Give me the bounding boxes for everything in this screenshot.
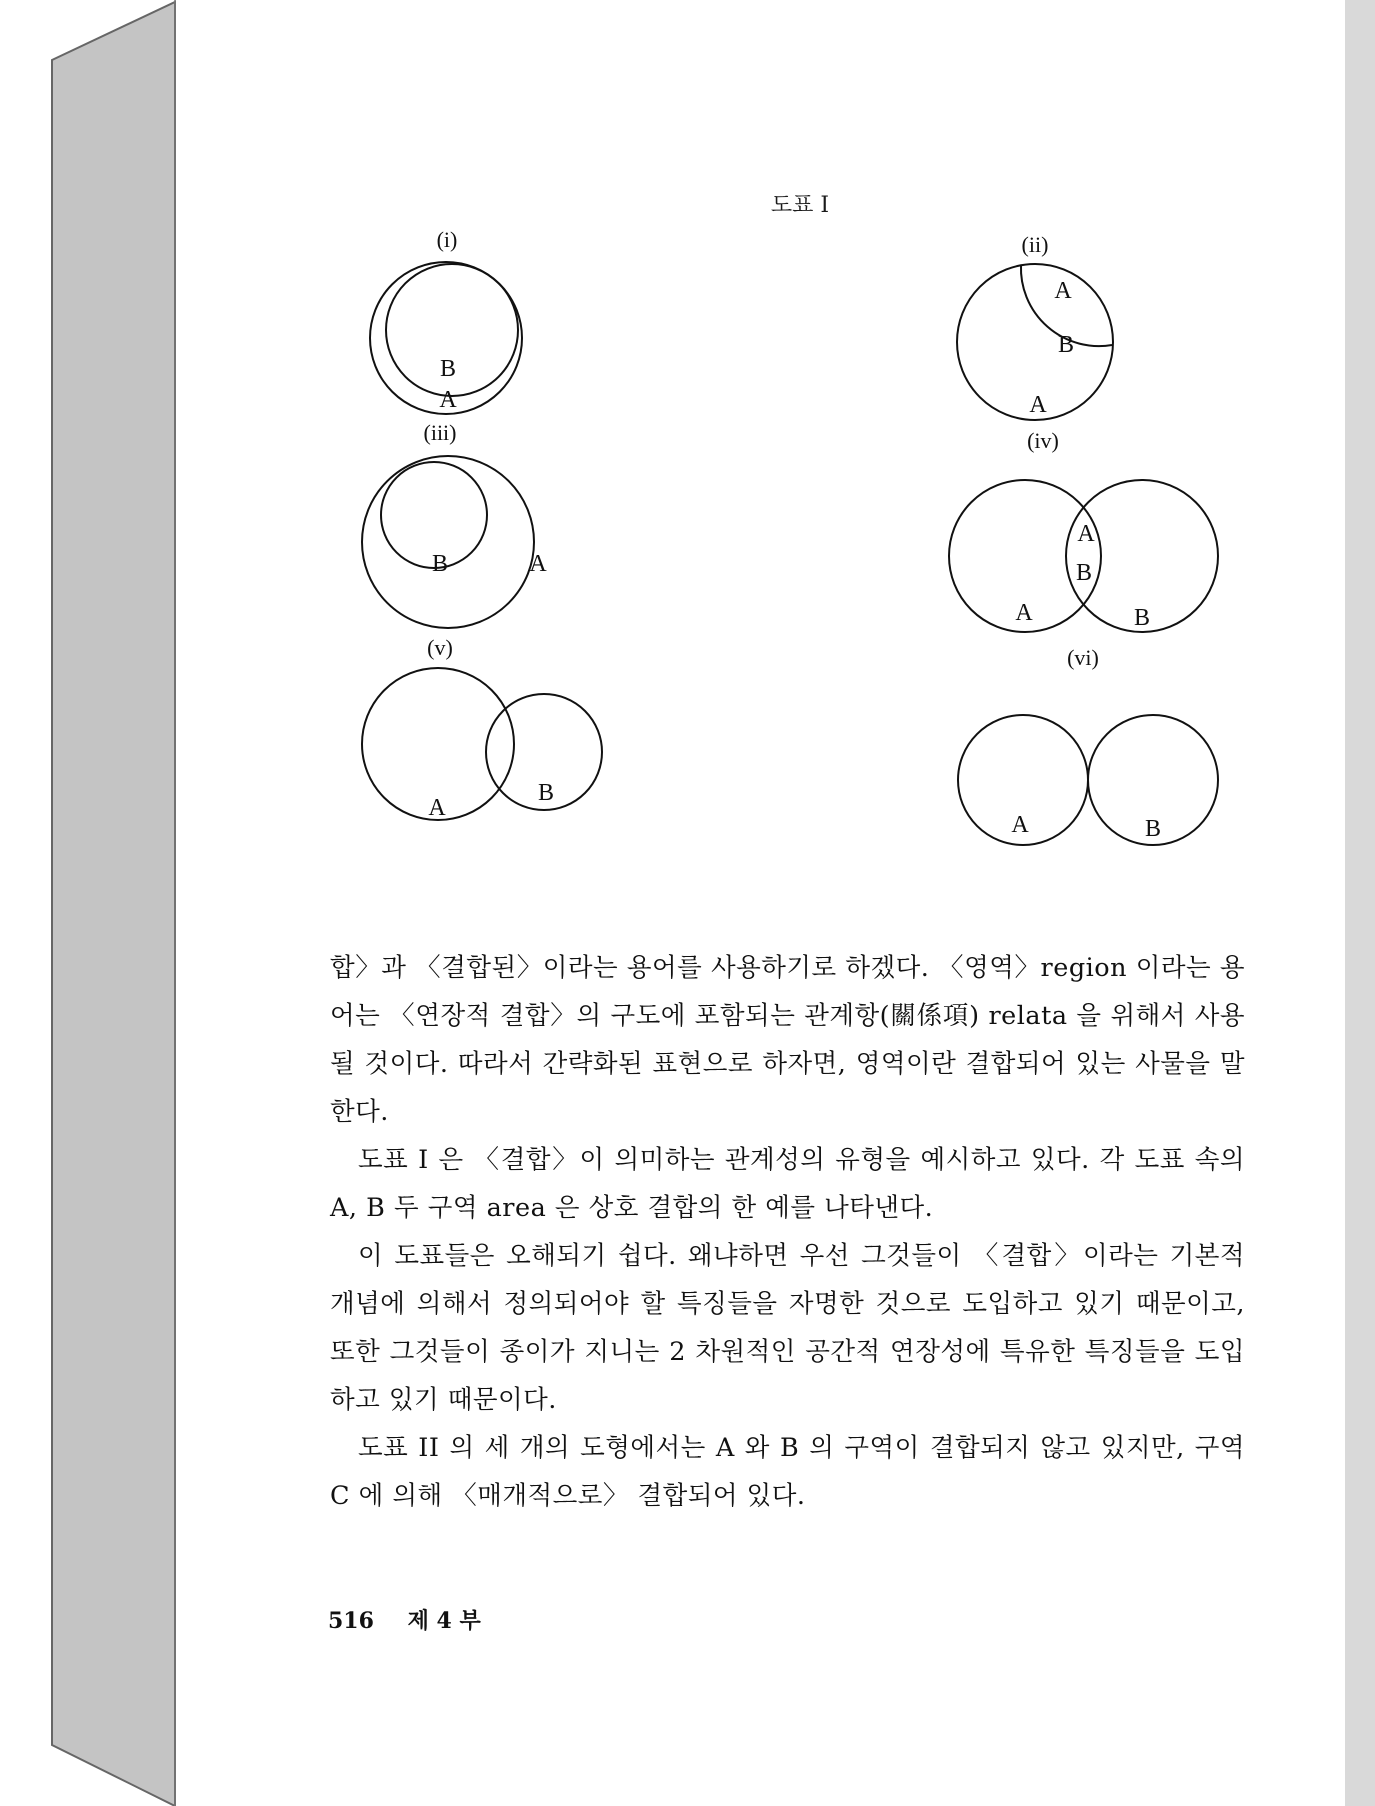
- panel-caption: (i): [436, 227, 458, 252]
- part-label: 제 4 부: [407, 1608, 481, 1634]
- diagram-panel-i: [370, 227, 522, 414]
- panel-caption: (iv): [1027, 428, 1059, 453]
- body-paragraph: 이 도표들은 오해되기 쉽다. 왜냐하면 우선 그것들이 〈결합〉이라는 기본적 개념에 의해서 정의되어야 할 특징들을 자명한 것으로 도입하고 있기 때문이고, 또한 그것들이 종이가 지니는 2 차원적인 공간적 연장성에 특유한 특징들을 도입하고 있기 때문이다.: [330, 1241, 1245, 1415]
- page-edge-shadow: [1345, 0, 1375, 1806]
- region-label: B: [1075, 560, 1093, 586]
- diagram-panel-vi: [958, 645, 1218, 845]
- region-label: A: [1029, 392, 1047, 418]
- region-label: A: [428, 795, 446, 821]
- region-label: A: [1077, 521, 1095, 547]
- region-label: A: [439, 387, 457, 413]
- figure-title: 도표 I: [770, 193, 830, 218]
- body-paragraph: 도표 I 은 〈결합〉이 의미하는 관계성의 유형을 예시하고 있다. 각 도표 속의 A, B 두 구역 area 은 상호 결합의 한 예를 나타낸다.: [330, 1145, 1245, 1223]
- body-paragraph: 합〉과 〈결합된〉이라는 용어를 사용하기로 하겠다. 〈영역〉region 이라는 용어는 〈연장적 결합〉의 구도에 포함되는 관계항(關係項) relata 을 위해서 사용될 것이다. 따라서 간략화된 표현으로 하자면, 영역이란 결합되어 있는 사물을 말한다.: [330, 953, 1245, 1127]
- region-label: A: [529, 551, 547, 577]
- region-label: A: [1054, 278, 1072, 304]
- region-label: B: [1057, 332, 1075, 358]
- region-label: B: [1144, 816, 1162, 842]
- page-number: 516: [328, 1608, 374, 1634]
- diagram-panel-iv: [949, 428, 1218, 632]
- page-footer: [328, 1604, 507, 1635]
- panel-caption: (v): [427, 635, 453, 660]
- diagram-panel-v: [362, 635, 602, 821]
- diagram-panel-ii: [957, 232, 1113, 420]
- panel-caption: (iii): [423, 420, 457, 445]
- diagram-panel-iii: [362, 420, 547, 628]
- body-paragraph: 도표 II 의 세 개의 도형에서는 A 와 B 의 구역이 결합되지 않고 있지만, 구역 C 에 의해 〈매개적으로〉 결합되어 있다.: [330, 1433, 1245, 1511]
- region-label: B: [439, 356, 457, 382]
- book-spine: [52, 2, 175, 1806]
- region-label: A: [1015, 600, 1033, 626]
- panel-caption: (ii): [1021, 232, 1049, 257]
- panel-caption: (vi): [1067, 645, 1099, 670]
- region-label: B: [537, 780, 555, 806]
- region-label: A: [1011, 812, 1029, 838]
- region-label: B: [431, 551, 449, 577]
- region-label: B: [1133, 605, 1151, 631]
